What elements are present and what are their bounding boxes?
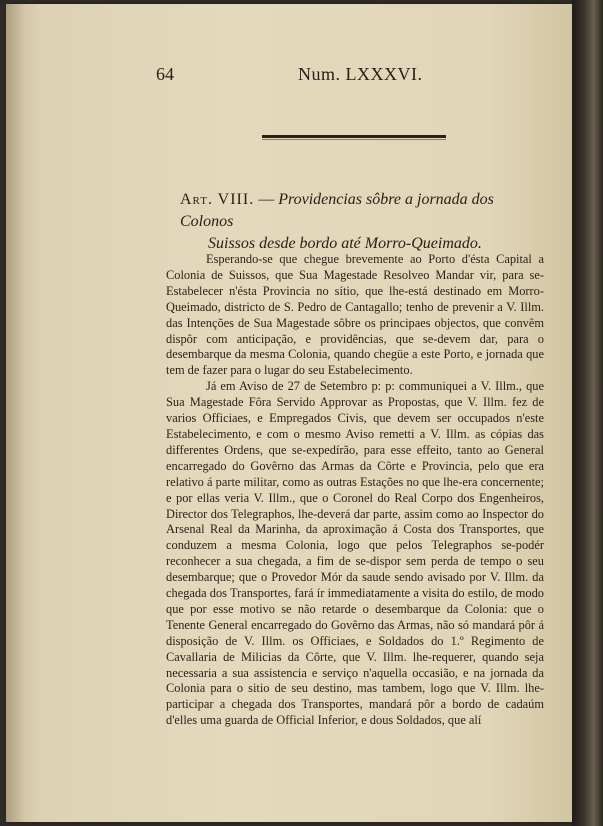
page-edge-stain bbox=[6, 4, 24, 822]
issue-title: Num. LXXXVI. bbox=[298, 64, 423, 84]
article-title-line1: Providencias sôbre a jornada dos Colonos bbox=[180, 191, 494, 230]
body-paragraph-1: Esperando-se que chegue brevemente ao Porto d'ésta Capital a Colonia de Suissos, que Sua Magestade Resolveo Mandar vir, para se-Estabelecer n'ésta Provincia no sítio, que lhe-está destinado em Morro-Queimado, districto de S. Pedro de Cantagallo; tenho de prevenir a V. Illm. das Intenções de Sua Magestade sôbre os principaes objectos, que convêm dispôr com anticipação, e providências, que se-devem dar, para o desembarque da mesma Colonia, quando chegüe a este Porto, e jornada que tem de fazer para o lugar do seu Estabelecimento. bbox=[166, 252, 544, 378]
article-title-line2: Suissos desde bordo até Morro-Queimado. bbox=[208, 235, 482, 252]
page-header bbox=[156, 64, 446, 88]
article-body bbox=[166, 252, 544, 729]
page-number: 64 bbox=[156, 64, 174, 84]
article-heading bbox=[180, 189, 550, 255]
book-page bbox=[6, 4, 572, 822]
body-paragraph-2: Já em Aviso de 27 de Setembro p: p: communiquei a V. Illm., que Sua Magestade Fôra Servido Approvar as Propostas, que V. Illm. fez de varios Officiaes, e Empregados Civis, que devem ser occupados n'este Estabelecimento, e com o mesmo Aviso remetti a V. Illm. as cópias das differentes Ordens, que se-expedírão, para esse effeito, tanto ao General encarregado do Govêrno das Armas da Côrte e Provincia, pelo que era relativo á parte militar, como as outras Estações no que lhe-era concernente; e por ellas veria V. Illm., que o Coronel do Real Corpo dos Engenheiros, Director dos Telegraphos, lhe-deverá dar parte, assim como ao Inspector do Arsenal Real da Marinha, da aproximação á Costa dos Transportes, que conduzem a mesma Colonia, logo que pelos Telegraphos se-podér reconhecer a sua chegada, a fim de se-dispor sem perda de tempo o seu desembarque; que o Provedor Mór da saude sendo avisado por V. Illm. da chegada dos Transportes, fará ír immediatamente a visita do estilo, de modo que por esse motivo se não retarde o desembarque da Colonia: que o Tenente General encarregado do Govêrno das Armas, não só mandará pôr á disposição de V. Illm. os Officiaes, e Soldados do 1.º Regimento de Cavallaria de Milicias da Côrte, que V. Illm. lhe-requerer, quando seja necessaria a sua assistencia e serviço n'aquella occasião, e na jornada da Colonia para o sitio de seu destino, mas tambem, logo que V. Illm. lhe-participar a chegada dos Transportes, mandará pôr a bordo de cadaúm d'elles uma guarda de Official Inferior, e dous Soldados, que alí bbox=[166, 379, 544, 728]
header-rule bbox=[262, 135, 446, 138]
article-dash: — bbox=[254, 191, 279, 208]
book-spine bbox=[572, 0, 603, 826]
article-label: Art. VIII. bbox=[180, 191, 255, 208]
header-rule-shadow bbox=[262, 139, 446, 140]
